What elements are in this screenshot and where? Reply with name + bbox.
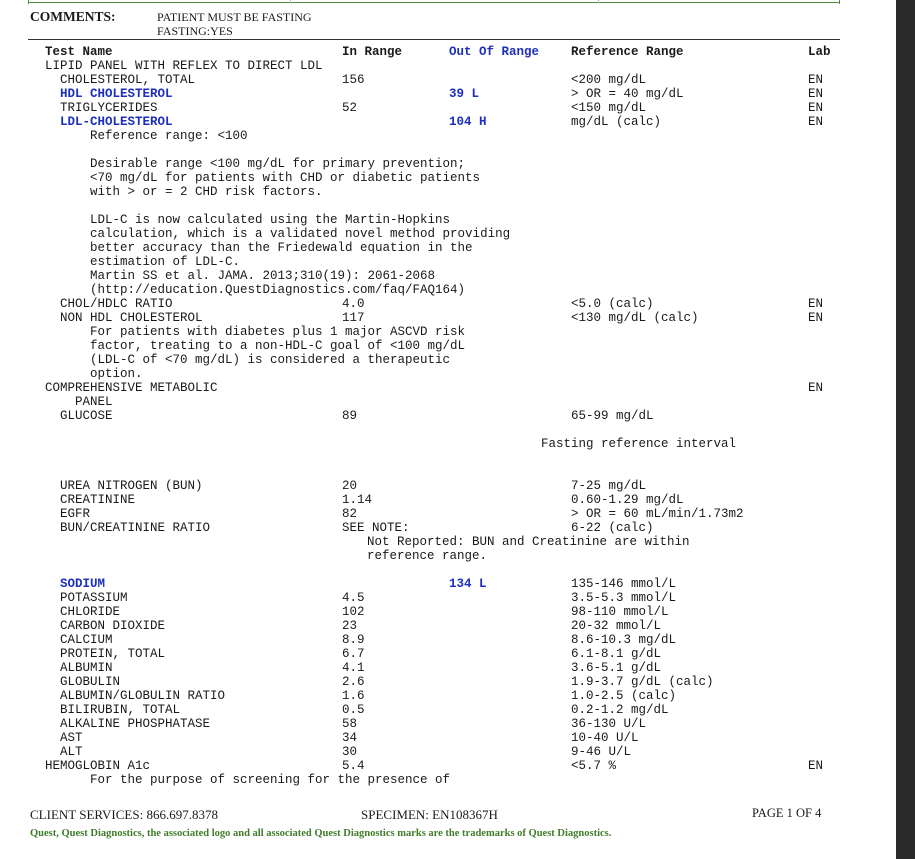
comments-label: COMMENTS: (30, 9, 116, 24)
table-row (0, 703, 896, 717)
table-row (0, 717, 896, 731)
test-name: LIPID PANEL WITH REFLEX TO DIRECT LDL (45, 59, 323, 73)
in-range-value: 6.7 (342, 647, 365, 661)
table-row (0, 731, 896, 745)
table-row (0, 605, 896, 619)
test-name: LDL-CHOLESTEROL (60, 115, 173, 129)
table-row (0, 171, 896, 185)
in-range-value: 156 (342, 73, 365, 87)
note-text: reference range. (367, 549, 488, 563)
test-name: GLUCOSE (60, 409, 113, 423)
table-row (0, 437, 896, 451)
reference-range: 10-40 U/L (571, 731, 639, 745)
column-header-in-range: In Range (342, 45, 403, 59)
test-name: CHOL/HDLC RATIO (60, 297, 173, 311)
out-of-range-value: 134 L (449, 577, 487, 591)
table-row (0, 507, 896, 521)
lab-code: EN (808, 381, 824, 395)
table-row (0, 367, 896, 381)
lab-code: EN (808, 87, 824, 101)
comment-line: FASTING:YES (157, 24, 233, 38)
table-row (0, 521, 896, 535)
test-name: ALKALINE PHOSPHATASE (60, 717, 211, 731)
table-row (0, 185, 896, 199)
lab-code: EN (808, 297, 824, 311)
reference-range: <150 mg/dL (571, 101, 647, 115)
test-name: CHOLESTEROL, TOTAL (60, 73, 196, 87)
table-row-flagged (0, 115, 896, 129)
test-name: NON HDL CHOLESTEROL (60, 311, 203, 325)
test-name: CREATININE (60, 493, 136, 507)
note-text: with > or = 2 CHD risk factors. (90, 185, 323, 199)
in-range-value: 117 (342, 311, 365, 325)
reference-range: 7-25 mg/dL (571, 479, 647, 493)
in-range-value: 0.5 (342, 703, 365, 717)
reference-range: > OR = 40 mg/dL (571, 87, 684, 101)
note-text: Desirable range <100 mg/dL for primary prevention; (90, 157, 466, 171)
test-name: TRIGLYCERIDES (60, 101, 158, 115)
table-row (0, 255, 896, 269)
test-name: UREA NITROGEN (BUN) (60, 479, 203, 493)
in-range-value: 5.4 (342, 759, 365, 773)
test-name: PANEL (75, 395, 113, 409)
client-services: CLIENT SERVICES: 866.697.8378 (30, 807, 218, 822)
note-text: option. (90, 367, 143, 381)
test-name: SODIUM (60, 577, 106, 591)
reference-range: > OR = 60 mL/min/1.73m2 (571, 507, 744, 521)
reference-range: 3.6-5.1 g/dL (571, 661, 662, 675)
reference-range: 6-22 (calc) (571, 521, 654, 535)
column-header-lab: Lab (808, 45, 831, 59)
out-of-range-value: 104 H (449, 115, 487, 129)
test-name: AST (60, 731, 83, 745)
test-name: COMPREHENSIVE METABOLIC (45, 381, 218, 395)
reference-range: <200 mg/dL (571, 73, 647, 87)
table-row (0, 549, 896, 563)
lab-code: EN (808, 115, 824, 129)
table-row (0, 535, 896, 549)
reference-note: Fasting reference interval (541, 437, 737, 451)
lab-code: EN (808, 311, 824, 325)
in-range-value: 58 (342, 717, 358, 731)
table-row (0, 591, 896, 605)
table-row (0, 101, 896, 115)
test-name: ALT (60, 745, 83, 759)
test-name: PROTEIN, TOTAL (60, 647, 166, 661)
table-row-flagged (0, 577, 896, 591)
test-name: ALBUMIN/GLOBULIN RATIO (60, 689, 226, 703)
lab-code: EN (808, 73, 824, 87)
test-name: HEMOGLOBIN A1c (45, 759, 151, 773)
table-row (0, 409, 896, 423)
column-header-out-of-range: Out Of Range (449, 45, 540, 59)
in-range-value: 4.1 (342, 661, 365, 675)
table-row (0, 479, 896, 493)
test-name: BILIRUBIN, TOTAL (60, 703, 181, 717)
window-edge (896, 0, 915, 859)
lab-code: EN (808, 759, 824, 773)
table-row (0, 227, 896, 241)
column-header-test-name: Test Name (45, 45, 113, 59)
table-row (0, 661, 896, 675)
table-row (0, 283, 896, 297)
comment-line: PATIENT MUST BE FASTING (157, 10, 312, 24)
reference-range: 0.60-1.29 mg/dL (571, 493, 684, 507)
reference-range: 3.5-5.3 mmol/L (571, 591, 677, 605)
reference-range: <130 mg/dL (calc) (571, 311, 699, 325)
test-name: CARBON DIOXIDE (60, 619, 166, 633)
table-row (0, 297, 896, 311)
reference-range: 6.1-8.1 g/dL (571, 647, 662, 661)
test-name: CALCIUM (60, 633, 113, 647)
table-row (0, 241, 896, 255)
table-row (0, 759, 896, 773)
lab-code: EN (808, 101, 824, 115)
table-row (0, 647, 896, 661)
in-range-value: 2.6 (342, 675, 365, 689)
reference-range: 1.0-2.5 (calc) (571, 689, 677, 703)
note-text: For the purpose of screening for the presence of (90, 773, 451, 787)
in-range-value: 20 (342, 479, 358, 493)
in-range-value: 89 (342, 409, 358, 423)
table-row (0, 73, 896, 87)
reference-range: 9-46 U/L (571, 745, 632, 759)
table-row (0, 353, 896, 367)
in-range-value: 52 (342, 101, 358, 115)
table-row (0, 493, 896, 507)
test-name: ALBUMIN (60, 661, 113, 675)
note-text: better accuracy than the Friedewald equation in the (90, 241, 473, 255)
test-name: CHLORIDE (60, 605, 121, 619)
reference-range: 8.6-10.3 mg/dL (571, 633, 677, 647)
in-range-value: 4.0 (342, 297, 365, 311)
table-row (0, 269, 896, 283)
test-name: GLOBULIN (60, 675, 121, 689)
note-text: Martin SS et al. JAMA. 2013;310(19): 2061-2068 (90, 269, 436, 283)
table-row (0, 213, 896, 227)
specimen-id: SPECIMEN: EN108367H (361, 807, 498, 822)
test-name: EGFR (60, 507, 91, 521)
note-text: <70 mg/dL for patients with CHD or diabetic patients (90, 171, 481, 185)
in-range-value: 82 (342, 507, 358, 521)
table-row (0, 773, 896, 787)
reference-range: 65-99 mg/dL (571, 409, 654, 423)
in-range-value: 4.5 (342, 591, 365, 605)
test-name: HDL CHOLESTEROL (60, 87, 173, 101)
table-row (0, 675, 896, 689)
table-row (0, 745, 896, 759)
in-range-value: 23 (342, 619, 358, 633)
table-row (0, 395, 896, 409)
table-row (0, 633, 896, 647)
note-text: calculation, which is a validated novel method providing (90, 227, 511, 241)
in-range-value: 8.9 (342, 633, 365, 647)
note-text: For patients with diabetes plus 1 major ASCVD risk (90, 325, 466, 339)
reference-range: 36-130 U/L (571, 717, 647, 731)
note-text: (http://education.QuestDiagnostics.com/faq/FAQ164) (90, 283, 466, 297)
note-text: Not Reported: BUN and Creatinine are within (367, 535, 690, 549)
table-row (0, 381, 896, 395)
table-row (0, 619, 896, 633)
in-range-value: 1.14 (342, 493, 373, 507)
reference-range: <5.0 (calc) (571, 297, 654, 311)
table-row (0, 325, 896, 339)
table-row (0, 311, 896, 325)
note-text: (LDL-C of <70 mg/dL) is considered a therapeutic (90, 353, 451, 367)
in-range-value: 30 (342, 745, 358, 759)
reference-range: 135-146 mmol/L (571, 577, 677, 591)
table-row (0, 129, 896, 143)
table-row (0, 689, 896, 703)
reference-range: 98-110 mmol/L (571, 605, 669, 619)
reference-range: <5.7 % (571, 759, 617, 773)
in-range-value: 102 (342, 605, 365, 619)
column-header-reference-range: Reference Range (571, 45, 684, 59)
reference-range: 1.9-3.7 g/dL (calc) (571, 675, 714, 689)
test-name: POTASSIUM (60, 591, 128, 605)
table-row (0, 339, 896, 353)
note-text: factor, treating to a non-HDL-C goal of <100 mg/dL (90, 339, 466, 353)
table-row-flagged (0, 87, 896, 101)
reference-range: mg/dL (calc) (571, 115, 662, 129)
table-row (0, 59, 896, 73)
table-row (0, 157, 896, 171)
trademark-notice: Quest, Quest Diagnostics, the associated logo and all associated Quest Diagnostics marks are the trademarks of Quest Diagnostics. (30, 828, 612, 839)
in-range-value: 34 (342, 731, 358, 745)
test-name: BUN/CREATININE RATIO (60, 521, 211, 535)
in-range-value: SEE NOTE: (342, 521, 410, 535)
note-text: estimation of LDL-C. (90, 255, 241, 269)
in-range-value: 1.6 (342, 689, 365, 703)
column-header-row (0, 45, 896, 59)
note-text: Reference range: <100 (90, 129, 248, 143)
page-number: PAGE 1 OF 4 (752, 806, 822, 820)
out-of-range-value: 39 L (449, 87, 480, 101)
note-text: LDL-C is now calculated using the Martin-Hopkins (90, 213, 451, 227)
reference-range: 0.2-1.2 mg/dL (571, 703, 669, 717)
reference-range: 20-32 mmol/L (571, 619, 662, 633)
